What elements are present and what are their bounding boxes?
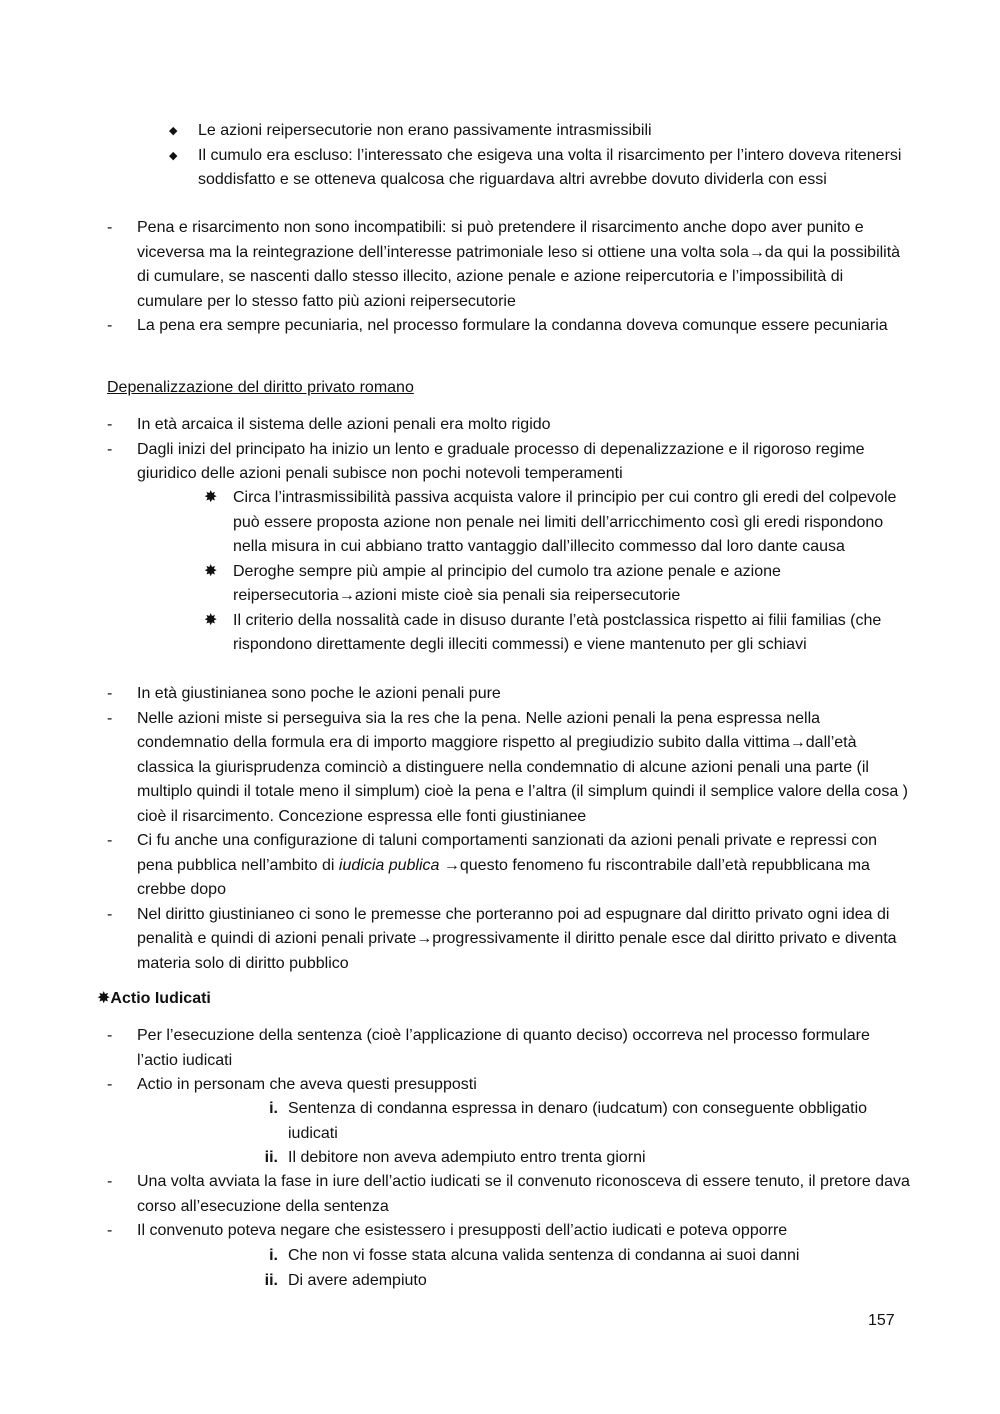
roman-list-opposizioni <box>264 1244 903 1293</box>
list-item-text: Nelle azioni miste si perseguiva sia la res che la pena. Nelle azioni penali la pena espressa nella condemnatio della formula era di importo maggiore rispetto al pregiudizio subito dalla vittima→dall’età classica la giurisprudenza cominciò a distinguere nella condemnatio di alcune azioni penali una parte (il multiplo quindi il totale meno il simplum) cioè la pena e l’altra (il simplum quindi il semplice valore della cosa ) cioè il risarcimento. Concezione espressa elle fonti giustinianee <box>137 709 908 825</box>
list-item-text: Deroghe sempre più ampie al principio del cumolo tra azione penale e azione reipersecutoria→azioni miste cioè sia penali sia reipersecutorie <box>233 562 781 604</box>
dash-marker: - <box>107 416 113 433</box>
dash-marker: - <box>107 1076 113 1093</box>
dash-marker: - <box>107 709 113 727</box>
list-item <box>107 413 910 438</box>
dash-list-5 <box>107 1170 910 1244</box>
list-item <box>264 1146 903 1171</box>
list-item-text: Sentenza di condanna espressa in denaro (iudcatum) con conseguente obbligatio iudicati <box>288 1100 868 1142</box>
dash-marker: - <box>107 317 113 334</box>
section-heading-actio-iudicati <box>97 987 211 1012</box>
list-item <box>169 144 910 193</box>
list-item <box>107 1170 910 1219</box>
list-item <box>107 1024 910 1073</box>
list-item-text: Nel diritto giustinianeo ci sono le premesse che porteranno poi ad espugnare dal diritto privato ogni idea di penalità e quindi di azioni penali private→progressivamente il diritto penale esce dal diritto privato e diventa materia solo di diritto pubblico <box>137 905 897 972</box>
list-item-text: In età arcaica il sistema delle azioni penali era molto rigido <box>137 416 551 433</box>
list-item-text: Il debitore non aveva adempiuto entro trenta giorni <box>288 1149 646 1166</box>
list-item <box>204 609 905 658</box>
bullet-icon: ◆ <box>169 125 178 137</box>
asterisk-icon: ✸ <box>97 990 111 1007</box>
list-item <box>269 1097 903 1146</box>
italic-term: iudicia publica <box>338 856 440 874</box>
section-heading-depenalizzazione: Depenalizzazione del diritto privato romano <box>107 379 414 396</box>
list-item-text: Actio in personam che aveva questi presupposti <box>137 1076 477 1093</box>
roman-numeral: i. <box>269 1100 278 1117</box>
page-number: 157 <box>868 1312 895 1329</box>
dash-marker: - <box>107 1173 113 1190</box>
dash-marker: - <box>107 905 113 923</box>
list-item <box>107 1219 910 1244</box>
dash-marker: - <box>107 440 113 458</box>
list-item <box>107 682 910 707</box>
heading-text: Actio Iudicati <box>110 990 211 1007</box>
list-item <box>107 438 910 487</box>
list-item <box>107 1073 910 1098</box>
list-item-text: Per l’esecuzione della sentenza (cioè l’applicazione di quanto deciso) occorreva nel processo formulare l’actio iudicati <box>137 1027 870 1069</box>
list-item <box>107 707 910 830</box>
dash-marker: - <box>107 219 113 236</box>
dash-marker: - <box>107 832 113 849</box>
asterisk-bullet-icon: ✸ <box>204 562 218 580</box>
star-sublist <box>204 486 905 658</box>
list-item-text: Che non vi fosse stata alcuna valida sentenza di condanna ai suoi danni <box>288 1247 800 1264</box>
dash-marker: - <box>107 1027 113 1044</box>
dash-marker: - <box>107 685 113 702</box>
dash-list-1 <box>107 216 910 339</box>
dash-list-2 <box>107 413 910 487</box>
asterisk-bullet-icon: ✸ <box>204 611 218 629</box>
list-item <box>204 560 905 609</box>
list-item <box>107 216 910 314</box>
asterisk-bullet-icon: ✸ <box>204 489 218 506</box>
bullet-icon: ◆ <box>169 149 178 162</box>
list-item <box>107 829 910 903</box>
list-item-text: Il cumulo era escluso: l’interessato che esigeva una volta il risarcimento per l’intero doveva ritenersi soddisfatto e se otteneva qualcosa che riguardava altri avrebbe dovuto dividerla con essi <box>198 146 902 188</box>
list-item <box>204 486 905 560</box>
list-item <box>269 1244 903 1269</box>
list-item <box>169 119 910 144</box>
list-item-text: Circa l’intrasmissibilità passiva acquista valore il principio per cui contro gli eredi del colpevole può essere proposta azione non penale nei limiti dell’arricchimento così gli eredi rispondono nella misura in cui abbiano tratto vantaggio dall’illecito commesso dal loro dante causa <box>233 489 897 555</box>
roman-list-presupposti <box>264 1097 903 1171</box>
list-item-text: →questo fenomeno fu riscontrabile dall’età repubblicana ma crebbe dopo <box>137 856 870 898</box>
list-item-text: Il criterio della nossalità cade in disuso durante l’età postclassica rispetto ai filii familias (che rispondono direttamente degli illeciti commessi) e viene mantenuto per gli schiavi <box>233 611 882 653</box>
list-item-text: Pena e risarcimento non sono incompatibili: si può pretendere il risarcimento anche dopo aver punito e viceversa ma la reintegrazione dell’interesse patrimoniale leso si ottiene una volta sola→da qui la possibilità di cumulare, se nascenti dallo stesso illecito, azione penale e azione reipercutoria e l’impossibilità di cumulare per lo stesso fatto più azioni reipersecutorie <box>137 219 901 310</box>
list-item-text: Ci fu anche una configurazione di taluni comportamenti sanzionati da azioni penali private e repressi con pena pubblica nell’ambito di <box>137 832 877 874</box>
list-item <box>264 1269 903 1294</box>
list-item-text: In età giustinianea sono poche le azioni penali pure <box>137 685 501 702</box>
roman-numeral: ii. <box>264 1271 278 1289</box>
dash-list-4 <box>107 1024 910 1098</box>
list-item <box>107 903 910 977</box>
bullet-list-top <box>169 119 910 193</box>
list-item-text: Una volta avviata la fase in iure dell’actio iudicati se il convenuto riconosceva di essere tenuto, il pretore dava corso all’esecuzione della sentenza <box>137 1173 910 1215</box>
dash-list-3 <box>107 682 910 976</box>
list-item <box>107 314 910 339</box>
dash-marker: - <box>107 1222 113 1239</box>
roman-numeral: ii. <box>264 1149 278 1166</box>
list-item-text: La pena era sempre pecuniaria, nel processo formulare la condanna doveva comunque essere pecuniaria <box>137 317 888 334</box>
list-item-text: Di avere adempiuto <box>288 1271 427 1289</box>
list-item-text: Dagli inizi del principato ha inizio un lento e graduale processo di depenalizzazione e il rigoroso regime giuridico delle azioni penali subisce non pochi notevoli temperamenti <box>137 440 865 482</box>
list-item-text: Le azioni reipersecutorie non erano passivamente intrasmissibili <box>198 122 652 139</box>
roman-numeral: i. <box>269 1247 278 1264</box>
list-item-text: Il convenuto poteva negare che esistessero i presupposti dell’actio iudicati e poteva opporre <box>137 1222 788 1239</box>
